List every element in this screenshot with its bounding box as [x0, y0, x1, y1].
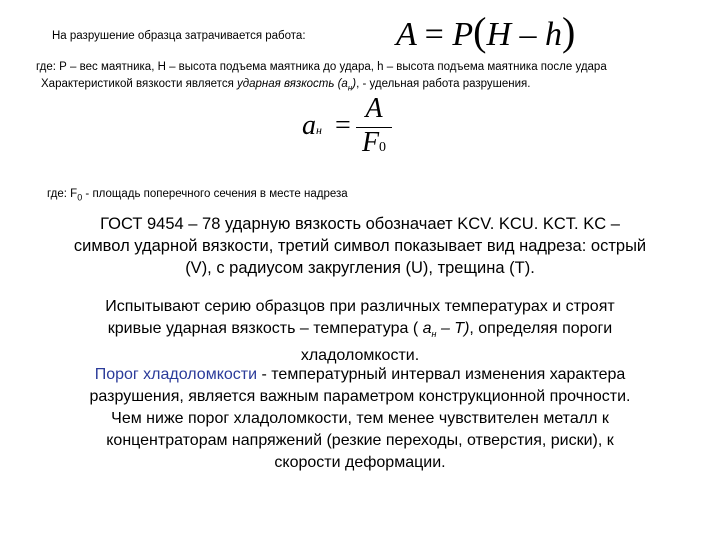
cold-line-3: Чем ниже порог хладоломкости, тем менее чувствителен металл к: [111, 410, 609, 427]
formula-minus: –: [519, 16, 537, 53]
cold-brittleness-paragraph: [20, 364, 700, 474]
formula2-eq: =: [334, 110, 351, 141]
impact-toughness-formula: [302, 110, 351, 142]
formula-p: P: [452, 16, 474, 53]
area-pre: где: F: [47, 188, 78, 200]
test-series-paragraph: [20, 296, 700, 367]
cold-line-1-post: - температурный интервал изменения характера: [257, 366, 626, 383]
gost-line-1: ГОСТ 9454 – 78 ударную вязкость обозначает KCV. KCU. KCT. KC –: [100, 215, 620, 233]
test-line-3: хладоломкости.: [300, 347, 420, 365]
area-post: - площадь поперечного сечения в месте надреза: [82, 188, 348, 200]
test-line-2-sub: н: [431, 329, 437, 340]
toughness-term-close: ): [352, 78, 357, 90]
formula-eq: =: [424, 16, 444, 53]
cold-line-5: скорости деформации.: [274, 454, 446, 471]
cold-line-2: разрушения, является важным параметром конструкционной прочности.: [89, 388, 631, 405]
gost-paragraph: [20, 213, 700, 279]
formula-h-small: h: [545, 16, 563, 53]
definitions-line: где: Р – вес маятника, Н – высота подъема маятника до удара, h – высота подъема маятника после удара: [36, 61, 607, 73]
intro-line: На разрушение образца затрачивается работа:: [52, 30, 306, 42]
toughness-pre: Характеристикой вязкости является: [41, 78, 237, 90]
test-line-2-pre: кривые ударная вязкость – температура (: [107, 320, 423, 337]
formula-rparen: ): [562, 9, 576, 54]
formula-h-big: H: [486, 16, 512, 53]
area-sub: 0: [77, 192, 83, 203]
work-formula: [396, 9, 576, 55]
formula-lhs: A: [396, 16, 417, 53]
test-line-2: [20, 318, 700, 345]
test-line-1: Испытывают серию образцов при различных температурах и строят: [105, 298, 615, 315]
area-definition-line: [47, 188, 348, 202]
toughness-post: , - удельная работа разрушения.: [356, 78, 531, 90]
gost-line-2: символ ударной вязкости, третий символ показывает вид надреза: острый: [73, 237, 647, 255]
gost-line-3: (V), с радиусом закругления (U), трещина (Т).: [185, 259, 535, 277]
test-line-2-a: а: [422, 320, 432, 337]
toughness-line: [41, 78, 530, 92]
cold-brittleness-term: Порог хладоломкости: [94, 366, 258, 383]
formula-lparen: (: [473, 9, 487, 54]
toughness-sub: н: [347, 83, 353, 93]
formula2-denominator: [352, 128, 396, 163]
test-line-2-post: , определяя пороги: [469, 320, 613, 337]
formula2-lhs-sub: н: [316, 123, 322, 137]
formula2-den-sub: 0: [379, 140, 387, 155]
cold-line-1: [20, 364, 700, 386]
toughness-term: ударная вязкость (а: [237, 78, 348, 90]
formula2-numerator: A: [365, 93, 383, 124]
cold-line-4: концентраторам напряжений (резкие переходы, отверстия, риски), к: [106, 432, 614, 449]
formula2-den: F: [361, 127, 380, 158]
test-line-2-t: – Т): [436, 320, 470, 337]
formula2-lhs: a: [302, 110, 316, 141]
